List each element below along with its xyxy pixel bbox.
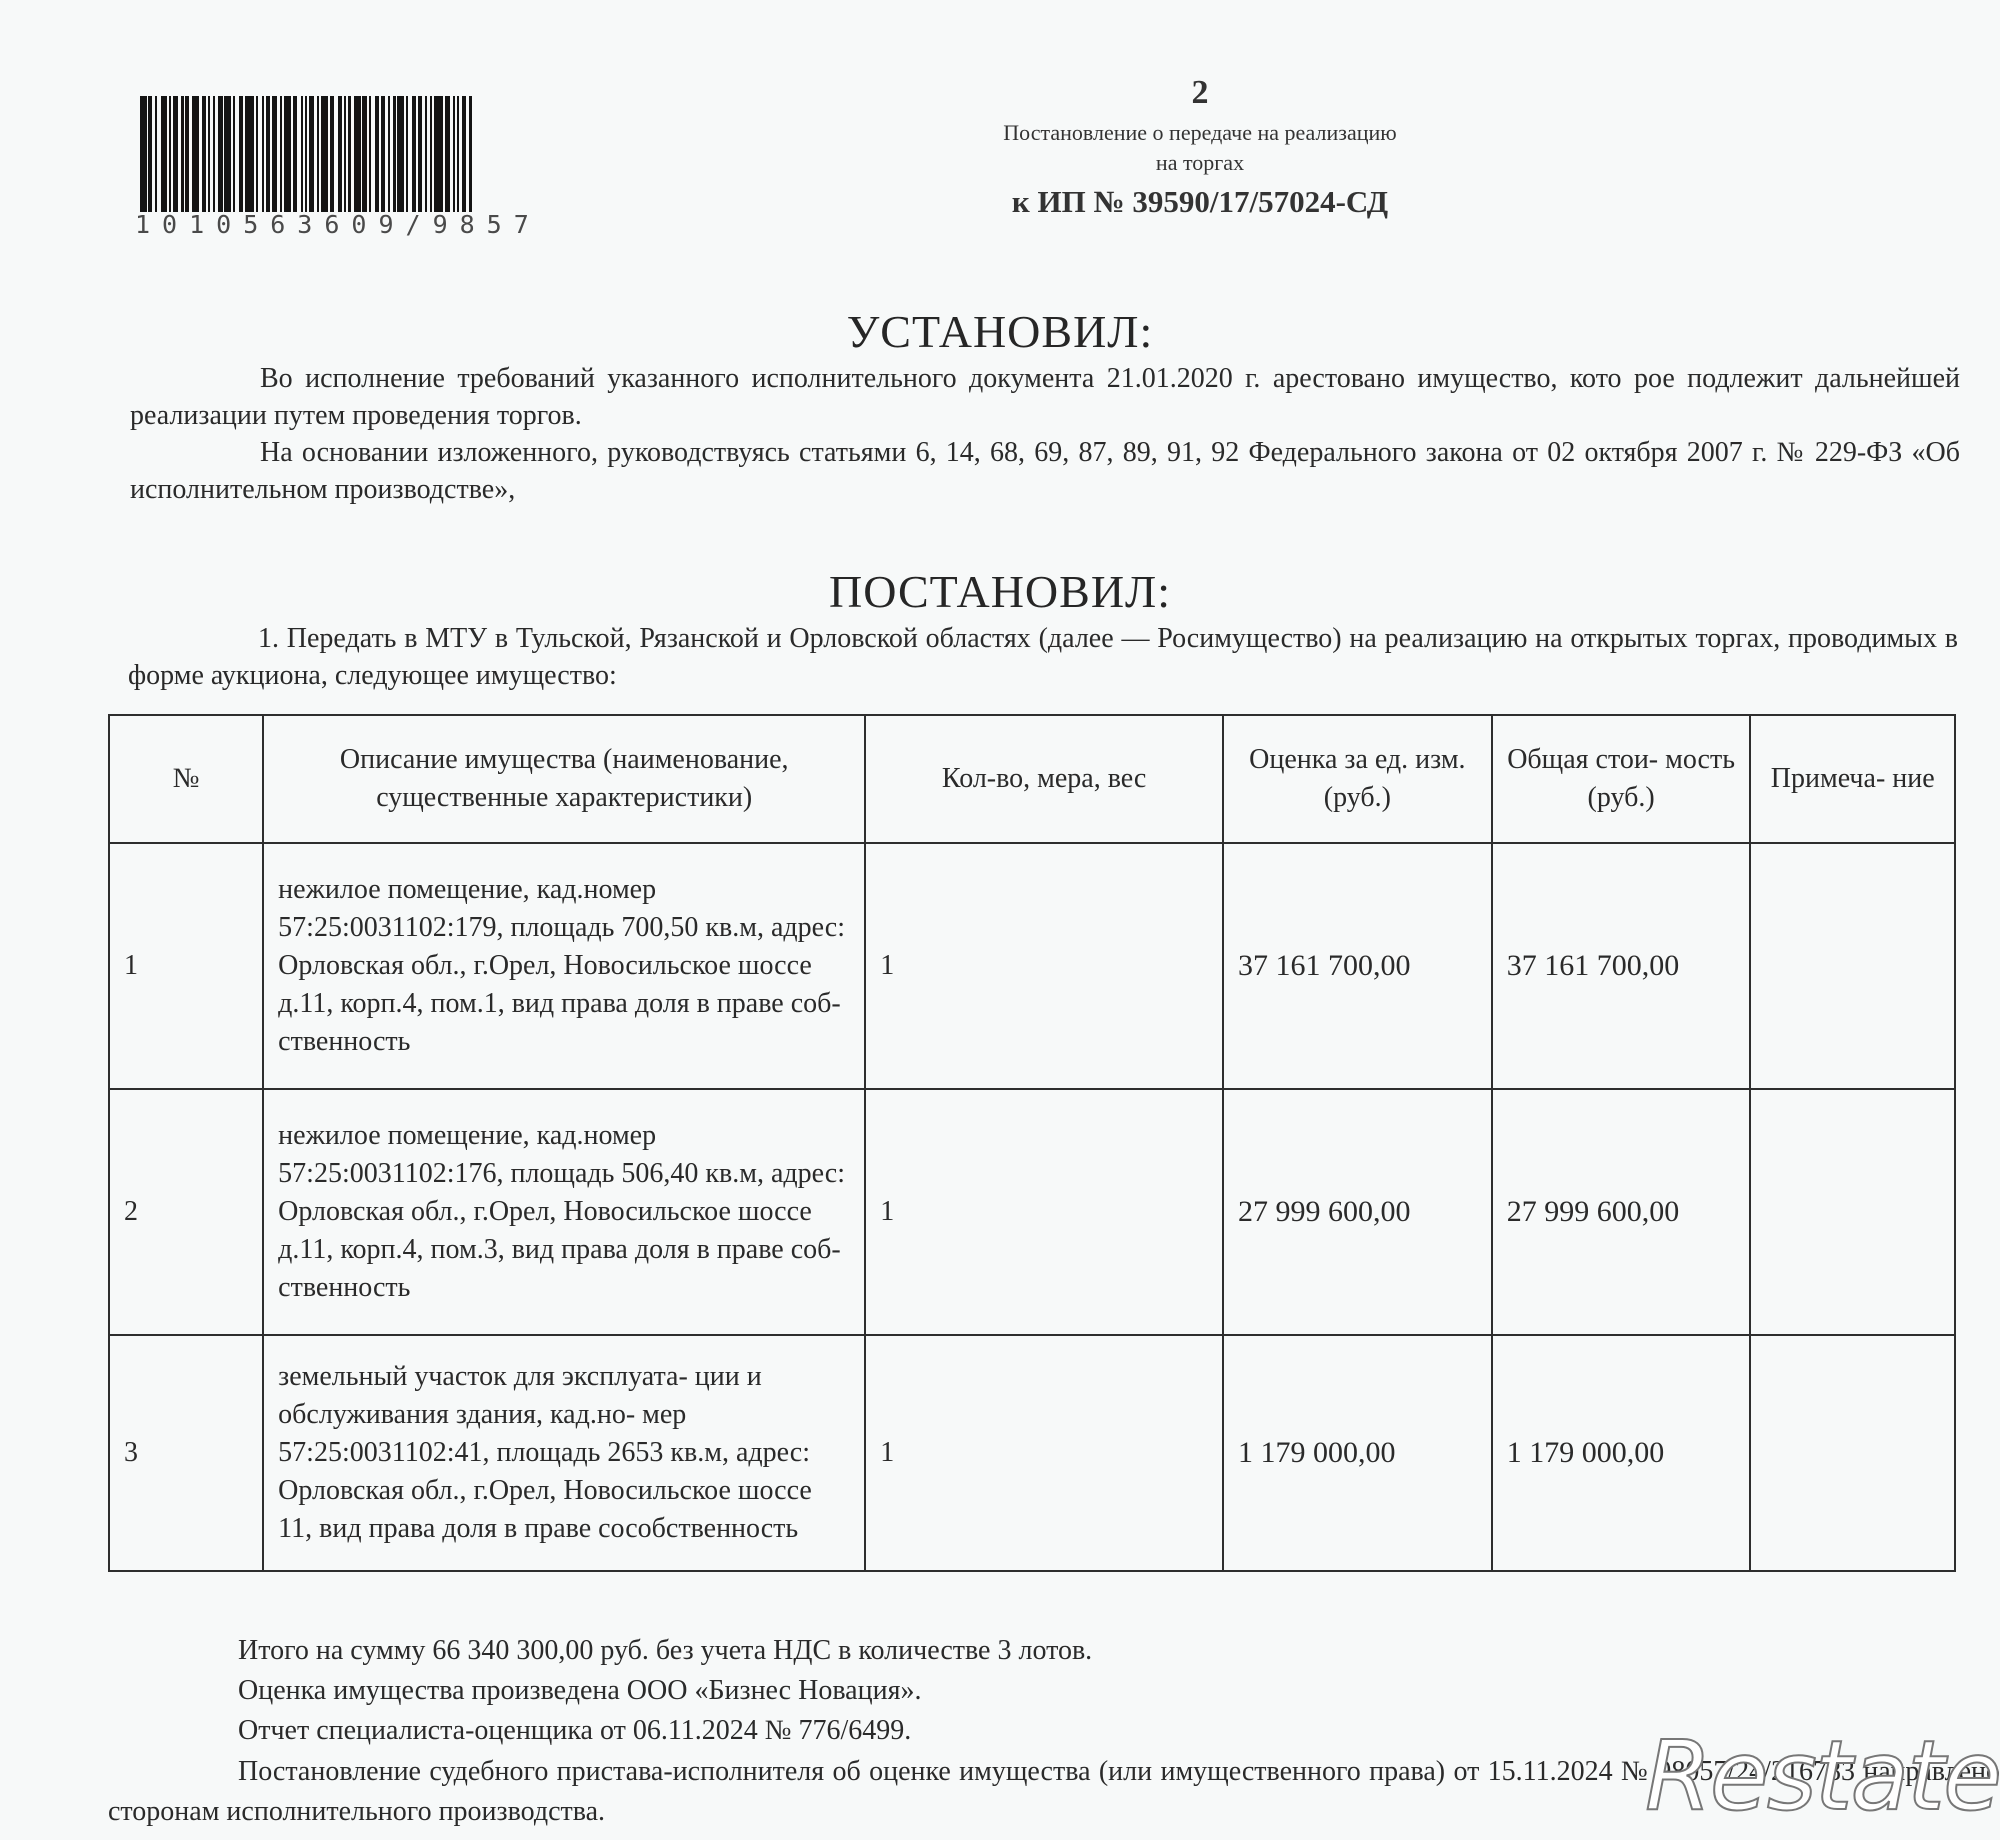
cell-description: земельный участок для эксплуата- ции и обслуживания здания, кад.но- мер 57:25:0031102:41, площадь 2653 кв.м, адрес: Орловская обл., г.Орел, Новосильское шоссе 11, вид права доля в праве сособственность — [263, 1335, 865, 1571]
cell-total: 27 999 600,00 — [1492, 1089, 1751, 1335]
appraiser-line: Оценка имущества произведена ООО «Бизнес Новация». — [238, 1675, 922, 1706]
barcode-bar — [375, 96, 379, 212]
barcode-bar — [140, 96, 147, 212]
cell-quantity: 1 — [865, 843, 1223, 1089]
barcode-bar — [266, 96, 270, 212]
table-header-row — [109, 715, 1955, 843]
barcode-bar — [256, 96, 258, 212]
barcode-bar — [388, 96, 390, 212]
barcode-bar — [445, 96, 449, 212]
barcode-bar — [161, 96, 168, 212]
cell-unit-price: 27 999 600,00 — [1223, 1089, 1492, 1335]
barcode-bar — [185, 96, 189, 212]
barcode-bar — [469, 96, 471, 212]
barcode-bar — [321, 96, 328, 212]
barcode-bar — [293, 96, 297, 212]
barcode-bar — [208, 96, 210, 212]
barcode-bar — [462, 96, 466, 212]
cell-note — [1750, 843, 1955, 1089]
header-no: № — [109, 715, 263, 843]
barcode-bar — [218, 96, 222, 212]
barcode-bar — [280, 96, 282, 212]
barcode-bar — [425, 96, 427, 212]
established-paragraph-1-text: Во исполнение требований указанного исполнительного документа 21.01.2020 г. арестовано имущество, кото рое подлежит дальнейшей реализации путем проведения торгов. — [130, 363, 1960, 431]
barcode-bar — [457, 96, 459, 212]
cell-no: 3 — [109, 1335, 263, 1571]
barcode-bar — [155, 96, 157, 212]
barcode-bar — [148, 96, 152, 212]
resolved-paragraph-1 — [128, 620, 1958, 694]
table-row — [109, 1089, 1955, 1335]
property-table — [108, 714, 1956, 1572]
cell-no: 2 — [109, 1089, 263, 1335]
header-quantity: Кол-во, мера, вес — [865, 715, 1223, 843]
established-paragraph-2 — [130, 434, 1960, 508]
barcode-bar — [213, 96, 215, 212]
barcode-bar — [284, 96, 291, 212]
established-paragraph-1 — [130, 360, 1960, 434]
established-paragraph-2-text: На основании изложенного, руководствуясь статьями 6, 14, 68, 69, 87, 89, 91, 92 Федерального закона от 02 октября 2007 г. № 229-ФЗ «Об исполнительном производстве», — [130, 437, 1960, 505]
barcode-bar — [406, 96, 408, 212]
table-row — [109, 843, 1955, 1089]
barcode-bar — [412, 96, 416, 212]
barcode-bar — [453, 96, 455, 212]
barcode-bar — [430, 96, 432, 212]
barcode-bar — [418, 96, 422, 212]
resolved-paragraph-1-text: 1. Передать в МТУ в Тульской, Рязанской и Орловской областях (далее — Росимущество) на реализацию на открытых торгах, проводимых в форме аукциона, следующее имущество: — [128, 623, 1958, 691]
section-title-established: УСТАНОВИЛ: — [846, 306, 1154, 357]
total-line: Итого на сумму 66 340 300,00 руб. без учета НДС в количестве 3 лотов. — [238, 1635, 1093, 1666]
barcode-bar — [330, 96, 334, 212]
barcode — [140, 96, 538, 212]
header-total: Общая стои- мость (руб.) — [1492, 715, 1751, 843]
barcode-bar — [202, 96, 206, 212]
restate-watermark-logo: Restate — [1645, 1720, 2000, 1832]
barcode-bar — [262, 96, 264, 212]
barcode-bar — [381, 96, 385, 212]
barcode-bar — [397, 96, 404, 212]
cell-unit-price: 37 161 700,00 — [1223, 843, 1492, 1089]
cell-no: 1 — [109, 843, 263, 1089]
barcode-bar — [317, 96, 319, 212]
cell-description: нежилое помещение, кад.номер 57:25:0031102:176, площадь 506,40 кв.м, адрес: Орловская обл., г.Орел, Новосильское шоссе д.11, корп.4, пом.3, вид права доля в праве соб- ственность — [263, 1089, 865, 1335]
cell-total: 37 161 700,00 — [1492, 843, 1751, 1089]
case-number: к ИП № 39590/17/57024-СД — [1011, 184, 1389, 219]
document-title-line-1: Постановление о передаче на реализацию — [1003, 120, 1397, 145]
resolution-line-text: Постановление судебного пристава-исполнителя об оценке имущества (или имущественного права) от 15.11.2024 № 98057/24/216783 направлено сторонам исполнительного производства. — [108, 1756, 2000, 1827]
section-title-resolved: ПОСТАНОВИЛ: — [828, 566, 1172, 617]
barcode-bar — [309, 96, 313, 212]
barcode-bar — [344, 96, 346, 212]
barcode-bar — [239, 96, 243, 212]
barcode-bar — [305, 96, 307, 212]
cell-note — [1750, 1089, 1955, 1335]
barcode-bar — [245, 96, 254, 212]
barcode-bar — [354, 96, 361, 212]
barcode-bar — [169, 96, 171, 212]
barcode-bar — [434, 96, 443, 212]
report-line: Отчет специалиста-оценщика от 06.11.2024 № 776/6499. — [238, 1715, 912, 1746]
barcode-bar — [362, 96, 366, 212]
cell-note — [1750, 1335, 1955, 1571]
barcode-bar — [301, 96, 303, 212]
header-note: Примеча- ние — [1750, 715, 1955, 843]
table-row — [109, 1335, 1955, 1571]
cell-quantity: 1 — [865, 1089, 1223, 1335]
cell-unit-price: 1 179 000,00 — [1223, 1335, 1492, 1571]
header-unit-price: Оценка за ед. изм. (руб.) — [1223, 715, 1492, 843]
barcode-number: 1010563609/9857 — [135, 210, 541, 239]
barcode-bar — [224, 96, 231, 212]
barcode-bar — [173, 96, 177, 212]
cell-quantity: 1 — [865, 1335, 1223, 1571]
barcode-bar — [233, 96, 235, 212]
barcode-bar — [348, 96, 350, 212]
barcode-bar — [369, 96, 371, 212]
header-description: Описание имущества (наименование, существенные характеристики) — [263, 715, 865, 843]
cell-total: 1 179 000,00 — [1492, 1335, 1751, 1571]
page-number: 2 — [1191, 74, 1209, 111]
barcode-bar — [192, 96, 199, 212]
barcode-bar — [272, 96, 276, 212]
document-title-line-2: на торгах — [1155, 150, 1245, 175]
barcode-bar — [393, 96, 395, 212]
cell-description: нежилое помещение, кад.номер 57:25:0031102:179, площадь 700,50 кв.м, адрес: Орловская обл., г.Орел, Новосильское шоссе д.11, корп.4, пом.1, вид права доля в праве соб- ственность — [263, 843, 865, 1089]
barcode-bar — [181, 96, 183, 212]
barcode-bar — [338, 96, 342, 212]
